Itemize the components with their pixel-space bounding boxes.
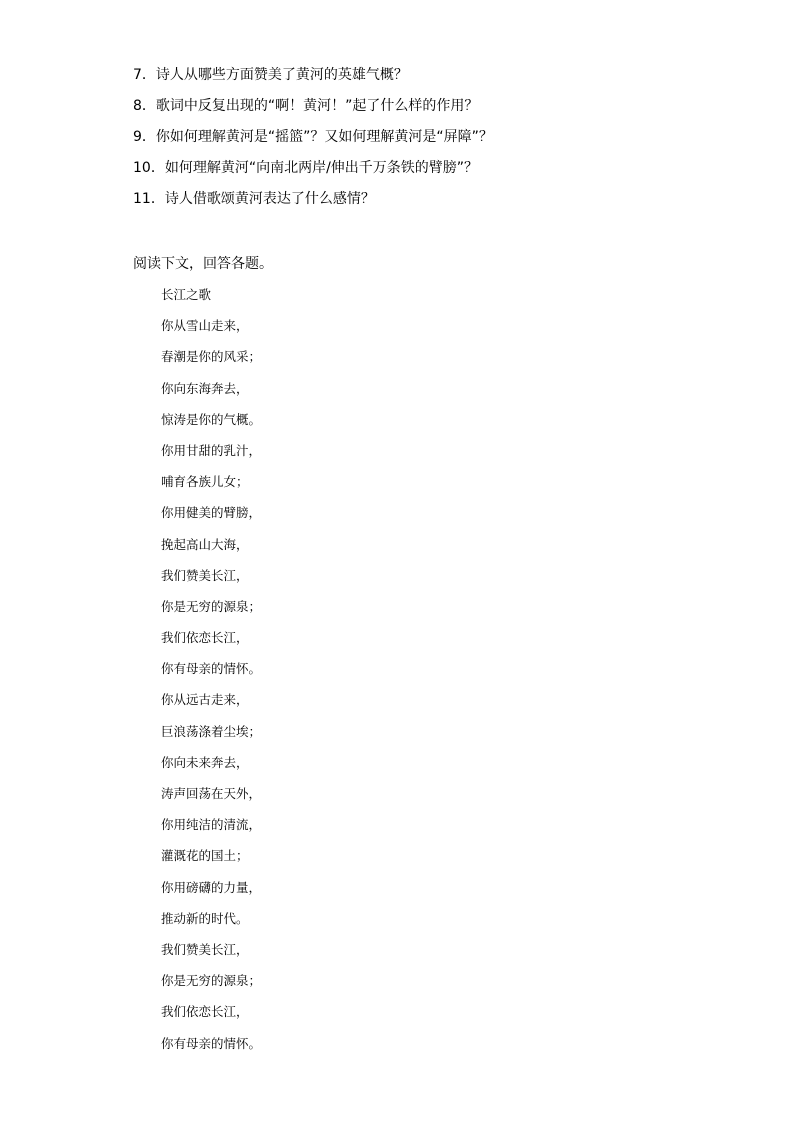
poem-line: 你向未来奔去， bbox=[161, 754, 249, 770]
poem-line: 你是无穷的源泉； bbox=[161, 973, 262, 989]
poem-line: 你有母亲的情怀。 bbox=[161, 661, 262, 677]
poem-line: 哺育各族儿女； bbox=[161, 474, 249, 490]
poem-line: 你用纯洁的清流， bbox=[161, 817, 262, 833]
poem-line: 推动新的时代。 bbox=[161, 910, 249, 926]
question-7: 7．诗人从哪些方面赞美了黄河的英雄气概？ bbox=[133, 67, 408, 83]
poem-line: 巨浪荡涤着尘埃； bbox=[161, 723, 262, 739]
poem-line: 灌溉花的国土； bbox=[161, 848, 249, 864]
question-list bbox=[133, 64, 733, 219]
poem-line: 你从雪山走来， bbox=[161, 318, 249, 334]
poem-line: 你有母亲的情怀。 bbox=[161, 1035, 262, 1051]
poem-line: 涛声回荡在天外， bbox=[161, 786, 262, 801]
poem-line: 你是无穷的源泉； bbox=[161, 598, 262, 614]
poem-line: 你用甘甜的乳汁， bbox=[161, 442, 262, 458]
poem-title: 长江之歌 bbox=[161, 287, 212, 302]
poem-line: 挽起高山大海， bbox=[161, 536, 249, 552]
poem-line: 我们赞美长江， bbox=[161, 567, 249, 583]
question-10: 10．如何理解黄河“向南北两岸/伸出千万条铁的臂膀”？ bbox=[133, 160, 479, 176]
question-8: 8．歌词中反复出现的“啊！黄河！”起了什么样的作用？ bbox=[133, 98, 479, 114]
poem-line: 我们依恋长江， bbox=[161, 630, 249, 646]
poem-line: 你向东海奔去， bbox=[161, 380, 249, 396]
poem bbox=[161, 284, 561, 1064]
poem-line: 我们依恋长江， bbox=[161, 1004, 249, 1020]
poem-line: 惊涛是你的气概。 bbox=[161, 411, 262, 427]
poem-line: 我们赞美长江， bbox=[161, 941, 249, 957]
reading-instruction: 阅读下文，回答各题。 bbox=[133, 256, 273, 272]
question-9: 9．你如何理解黄河是“摇篮”？又如何理解黄河是“屏障”？ bbox=[133, 129, 493, 145]
poem-line: 你用健美的臂膀， bbox=[161, 505, 262, 521]
poem-line: 你从远古走来， bbox=[161, 692, 249, 708]
poem-line: 你用磅礴的力量， bbox=[161, 879, 262, 895]
question-11: 11．诗人借歌颂黄河表达了什么感情？ bbox=[133, 191, 375, 207]
poem-line: 春潮是你的风采； bbox=[161, 349, 262, 365]
